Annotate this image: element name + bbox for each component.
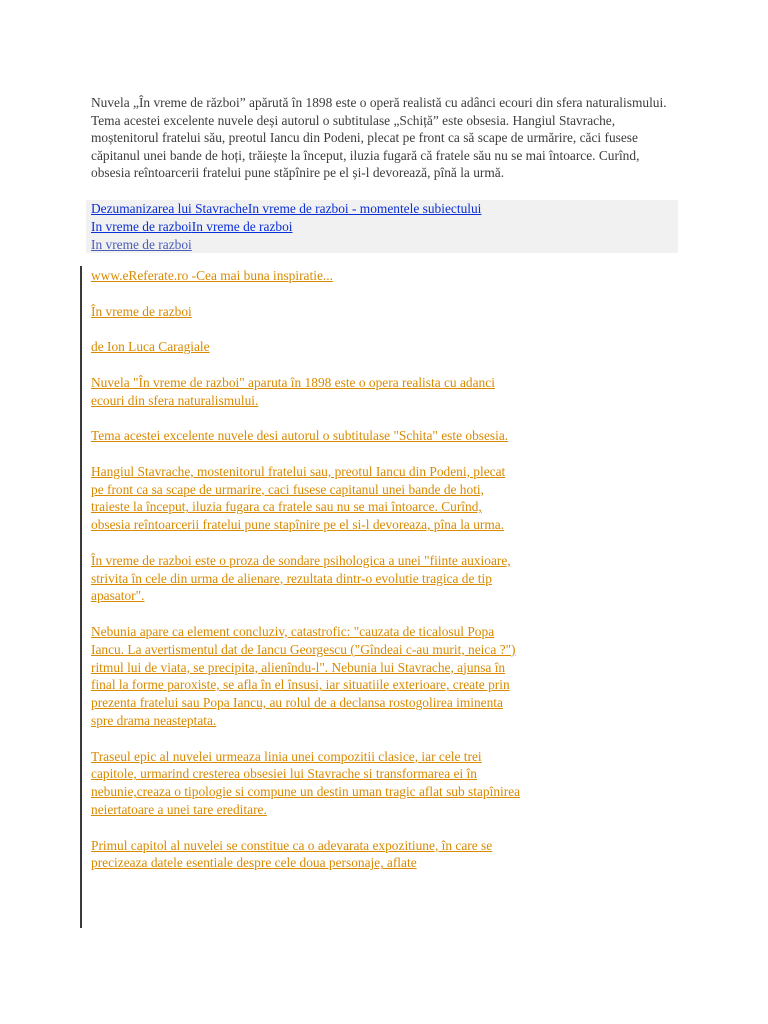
related-links-row-2 — [91, 218, 293, 235]
link-dezumanizarea-lui-stavrache[interactable]: Dezumanizarea lui Stavrache — [91, 201, 248, 216]
body-link-paragraph[interactable]: În vreme de razboi este o proza de sondare psihologica a unei "fiinte auxioare, strivita în cele din urma de alienare, rezultata dintr-o evolutie tragica de tip apasator". — [91, 552, 511, 604]
body-link-source[interactable]: www.eReferate.ro -Cea mai buna inspiratie... — [91, 268, 333, 283]
body-link-paragraph[interactable]: Tema acestei excelente nuvele desi autorul o subtitulase "Schita" este obsesia. — [91, 428, 509, 444]
body-paragraph — [91, 338, 521, 356]
body-paragraph — [91, 303, 521, 321]
body-paragraph — [91, 837, 521, 873]
quote-border — [80, 266, 82, 928]
body-link-paragraph[interactable]: Nebunia apare ca element concluziv, catastrofic: "cauzata de ticalosul Popa Iancu. La avertismentul dat de Iancu Georgescu ("Gîndeai c-au murit, neica ?") ritmul lui de viata, se precipita, alienîndu-l". Nebunia lui Stavrache, ajunsa în final la forme paroxiste, se afla în el însusi, iar situatiile exterioare, create prin prezenta fratelui sau Popa Iancu, au rolul de a declansa rostogolirea iminenta spre drama neasteptata. — [91, 623, 516, 728]
body-paragraph — [91, 552, 521, 605]
related-links-row-3 — [91, 236, 192, 253]
body-link-author[interactable]: de Ion Luca Caragiale — [91, 339, 210, 355]
body-paragraph — [91, 427, 521, 445]
body-paragraph — [91, 748, 521, 819]
body-link-paragraph[interactable]: Hangiul Stavrache, mostenitorul fratelui sau, preotul Iancu din Podeni, plecat pe front ca sa scape de urmarire, caci fusese capitanul unei bande de hoti, traieste la început, iluzia fugara ca fratele sau nu se mai întoarce. Curînd, obsesia reîntoarcerii fratelui pune stapînire pe el si-l devoreaza, pîna la urma. — [91, 463, 506, 533]
link-in-vreme-de-razboi-3[interactable]: In vreme de razboi — [91, 237, 192, 252]
link-in-vreme-de-razboi-1[interactable]: In vreme de razboi — [91, 219, 192, 234]
body-link-title[interactable]: În vreme de razboi — [91, 303, 192, 319]
body-paragraph — [91, 463, 521, 534]
related-links-row-1 — [91, 200, 481, 217]
body-link-paragraph[interactable]: Traseul epic al nuvelei urmeaza linia unei compozitii clasice, iar cele trei capitole, urmarind cresterea obsesiei lui Stavrache si transformarea ei în nebunie,creaza o tipologie si compune un destin uman tragic aflat sub stapînirea neiertatoare a unei tare ereditare. — [91, 748, 521, 817]
body-paragraph — [91, 623, 521, 730]
body-paragraph — [91, 267, 521, 285]
intro-paragraph: Nuvela „În vreme de război” apărută în 1898 este o operă realistă cu adânci ecouri din sfera naturalismului. Tema acestei excelente nuvele deși autorul o subtitulase „Schiță” este obsesia. Hangiul Stavrache, moștenitorul fratelui său, preotul Iancu din Podeni, plecat pe front ca să scape de urmărire, căci fusese căpitanul unei bande de hoți, trăiește la început, iluzia fugară că fratele său nu se mai întoarce. Curînd, obsesia reîntoarcerii fratelui pune stăpînire pe el și-l devorează, pînă la urmă. — [91, 95, 667, 181]
body-link-paragraph[interactable]: Nuvela "În vreme de razboi" aparuta în 1898 este o opera realista cu adanci ecouri din sfera naturalismului. — [91, 374, 495, 408]
body-paragraph — [91, 374, 521, 410]
link-in-vreme-de-razboi-2[interactable]: In vreme de razboi — [191, 219, 293, 234]
body-link-paragraph[interactable]: Primul capitol al nuvelei se constitue ca o adevarata expozitiune, în care se precizeaza datele esentiale despre cele doua personaje, aflate — [91, 837, 493, 871]
link-momentele-subiectului[interactable]: In vreme de razboi - momentele subiectului — [247, 201, 482, 216]
document-body — [91, 267, 521, 890]
related-links-box — [86, 200, 678, 253]
